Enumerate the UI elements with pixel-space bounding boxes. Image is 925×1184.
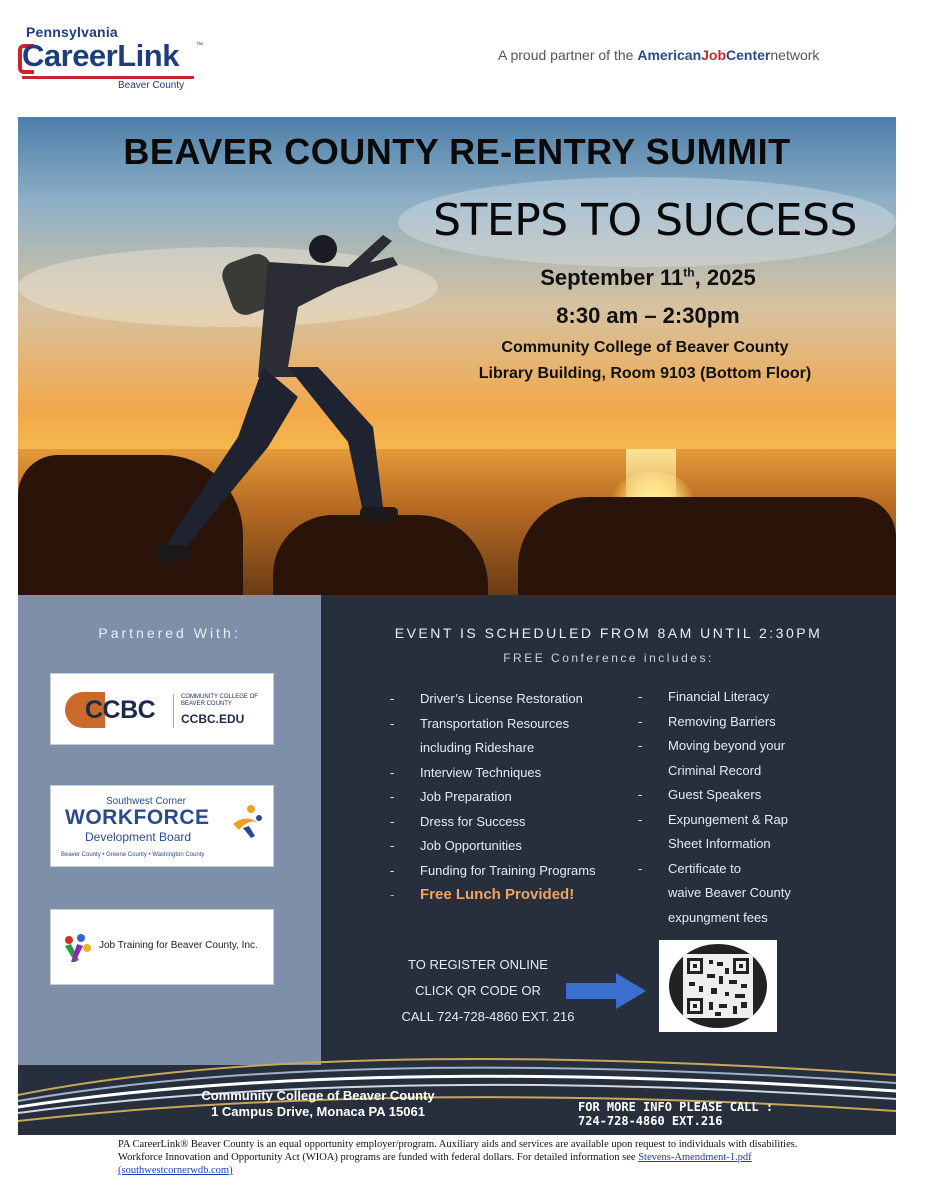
list-item (638, 808, 818, 833)
list-dash: - (638, 738, 643, 753)
list-dash: - (638, 860, 643, 876)
list-item-text: Criminal Record (668, 762, 762, 778)
list-item-text: Financial Literacy (668, 689, 770, 704)
ccbc-divider (173, 694, 174, 728)
list-item-text: Interview Techniques (420, 764, 542, 780)
list-item-text: Transportation Resources (420, 715, 570, 731)
ajc-job: Job (701, 47, 727, 63)
list-item-text: Dress for Success (420, 813, 526, 829)
list-item-text: expungment fees (668, 909, 768, 925)
rock-right (518, 497, 896, 595)
event-date (498, 265, 798, 291)
register-line2: CLICK QR CODE OR (415, 983, 541, 998)
list-item-text: Moving beyond your (668, 738, 786, 753)
list-item-text: including Rideshare (420, 740, 535, 755)
register-line1: TO REGISTER ONLINE (408, 957, 548, 972)
list-dash: - (638, 689, 643, 704)
ajc-partner-line (498, 47, 819, 63)
list-item (638, 783, 818, 808)
list-dash: - (638, 713, 643, 729)
partner-suffix: network (770, 47, 820, 63)
list-item (390, 687, 630, 712)
list-item (638, 906, 818, 931)
event-venue-line2: Library Building, Room 9103 (Bottom Floor) (478, 365, 812, 382)
list-item (390, 834, 630, 859)
list-dash: - (390, 715, 395, 731)
includes-list-right (638, 685, 818, 930)
stevens-amendment-link[interactable]: Stevens-Amendment-1.pdf (southwestcornerwdb.com) (118, 1152, 752, 1176)
qr-pattern-icon (669, 944, 767, 1028)
list-item (638, 881, 818, 906)
list-item (638, 857, 818, 882)
list-item (638, 832, 818, 857)
logo-county: Beaver County (118, 80, 185, 91)
list-dash: - (638, 811, 643, 827)
list-item (638, 710, 818, 735)
swc-line3: Development Board (85, 830, 192, 844)
address-line2: 1 Campus Drive, Monaca PA 15061 (211, 1104, 425, 1119)
job-training-figures-icon (61, 932, 93, 964)
list-item-text: Removing Barriers (668, 713, 776, 729)
list-dash: - (638, 787, 643, 802)
event-time: 8:30 am – 2:30pm (556, 303, 740, 328)
ajc-american: American (637, 47, 702, 63)
swc-workforce-logo[interactable] (50, 785, 274, 867)
more-info-line: FOR MORE INFO PLEASE CALL : (578, 1100, 774, 1114)
ccbc-domain: CCBC.EDU (181, 712, 245, 726)
event-schedule-line: EVENT IS SCHEDULED FROM 8AM UNTIL 2:30PM (394, 625, 823, 641)
details-section (18, 595, 896, 1135)
event-venue-line1: Community College of Beaver County (501, 339, 789, 356)
ccbc-logo-text: CCBC (85, 696, 156, 724)
arrow-right-icon (566, 973, 646, 1009)
swc-figure-icon (229, 804, 263, 838)
footer-text: PA CareerLink® Beaver County is an equal opportunity employer/program. Auxiliary aids and services are available upon request to individuals with disabilities. Workforce Innovation and Opportunity Act (WIOA) programs are funded with federal dollars. For detailed information see (118, 1139, 798, 1163)
swc-line1: Southwest Corner (105, 796, 187, 807)
list-item (390, 785, 630, 810)
register-phone[interactable]: CALL 724-728-4860 EXT. 216 (401, 1009, 575, 1024)
list-dash: - (390, 862, 395, 878)
ccbc-logo[interactable] (50, 673, 274, 745)
summit-title: BEAVER COUNTY RE-ENTRY SUMMIT (123, 131, 791, 172)
partner-prefix: A proud partner of the (498, 47, 638, 63)
list-item-text: Certificate to (668, 860, 741, 876)
list-dash: - (390, 691, 395, 706)
list-dash: - (390, 838, 395, 853)
logo-state: Pennsylvania (26, 24, 118, 40)
jumping-man-silhouette (148, 227, 408, 577)
careerlink-logo[interactable] (18, 24, 208, 96)
hero-banner (18, 117, 896, 595)
list-item (390, 736, 630, 761)
list-dash: - (390, 764, 395, 780)
qr-code[interactable] (659, 940, 777, 1032)
list-item (390, 859, 630, 884)
list-dash: - (390, 887, 395, 902)
list-item (390, 810, 630, 835)
address-line1: Community College of Beaver County (201, 1088, 435, 1103)
job-training-logo[interactable] (50, 909, 274, 985)
list-dash: - (390, 789, 395, 804)
includes-list-left (390, 687, 630, 908)
list-dash: - (390, 813, 395, 829)
event-date-suffix: th (683, 265, 695, 280)
free-conference-line: FREE Conference includes: (503, 651, 714, 665)
list-item-text: Sheet Information (668, 836, 771, 851)
job-training-name: Job Training for Beaver County, Inc. (99, 940, 258, 951)
qr-code-icon (669, 944, 767, 1028)
event-date-main: September 11 (540, 265, 684, 290)
eeo-footer (118, 1138, 808, 1177)
list-item (390, 761, 630, 786)
list-item-text: Job Opportunities (420, 838, 522, 853)
partners-heading: Partnered With: (98, 625, 241, 641)
list-item-text: Job Preparation (420, 789, 512, 804)
ajc-center: Center (726, 47, 771, 63)
page-header (0, 0, 925, 115)
more-info-phone[interactable]: 724-728-4860 EXT.216 (578, 1114, 723, 1128)
free-lunch-text: Free Lunch Provided! (420, 886, 575, 903)
list-item-text: Driver’s License Restoration (420, 691, 583, 706)
swc-line4: Beaver County • Greene County • Washington County (61, 852, 205, 858)
logo-brand: CareerLink (22, 38, 179, 73)
list-item-lunch (390, 883, 630, 908)
list-item-text: waive Beaver County (668, 885, 791, 900)
list-item (638, 759, 818, 784)
list-item (390, 712, 630, 737)
partners-panel (18, 595, 321, 1065)
logo-trademark: ™ (196, 42, 203, 49)
logo-underline (22, 76, 194, 79)
swc-line2: WORKFORCE (65, 806, 210, 829)
list-item (638, 734, 818, 759)
event-date-year: , 2025 (694, 265, 756, 290)
list-item-text: Expungement & Rap (668, 811, 788, 827)
list-item-text: Funding for Training Programs (420, 862, 596, 878)
list-item-text: Guest Speakers (668, 787, 762, 802)
ccbc-small-text: COMMUNITY COLLEGE OF BEAVER COUNTY (181, 694, 258, 707)
list-item (638, 685, 818, 710)
summit-subtitle: STEPS TO SUCCESS (433, 195, 857, 246)
